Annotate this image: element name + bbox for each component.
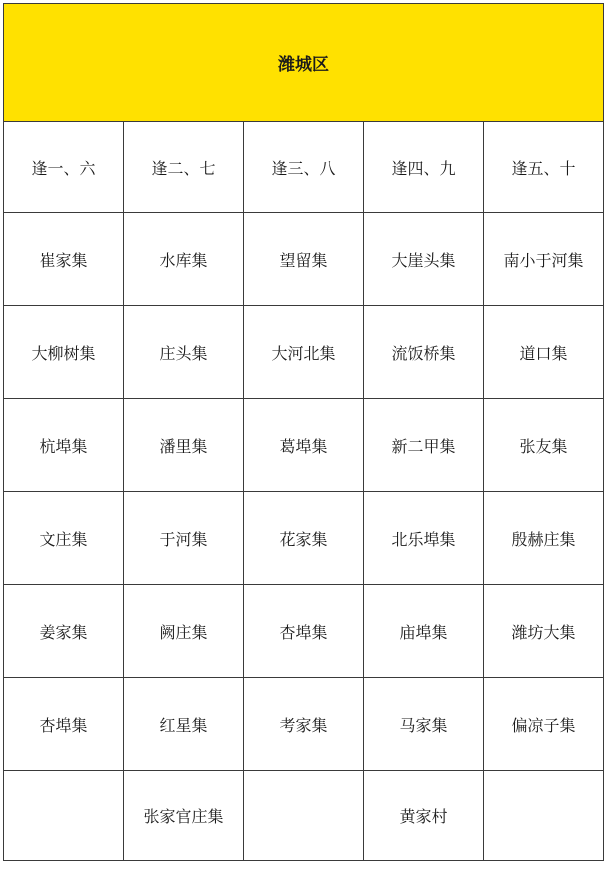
market-cell: 张友集	[484, 399, 604, 492]
table-row	[4, 585, 604, 678]
market-cell: 考家集	[244, 678, 364, 771]
market-cell	[244, 771, 364, 861]
market-cell: 文庄集	[4, 492, 124, 585]
market-cell: 杏埠集	[244, 585, 364, 678]
market-cell: 崔家集	[4, 213, 124, 306]
market-cell: 杏埠集	[4, 678, 124, 771]
table-row	[4, 306, 604, 399]
market-cell: 庙埠集	[364, 585, 484, 678]
market-cell: 红星集	[124, 678, 244, 771]
table-row	[4, 213, 604, 306]
market-cell	[484, 771, 604, 861]
market-cell: 殷赫庄集	[484, 492, 604, 585]
market-cell: 马家集	[364, 678, 484, 771]
market-cell: 姜家集	[4, 585, 124, 678]
market-cell: 水库集	[124, 213, 244, 306]
market-cell: 潘里集	[124, 399, 244, 492]
market-cell: 于河集	[124, 492, 244, 585]
header-cell: 逢一、六	[4, 122, 124, 213]
market-cell: 望留集	[244, 213, 364, 306]
market-cell: 南小于河集	[484, 213, 604, 306]
header-cell: 逢四、九	[364, 122, 484, 213]
header-row	[4, 122, 604, 213]
market-cell: 偏凉子集	[484, 678, 604, 771]
header-cell: 逢五、十	[484, 122, 604, 213]
market-cell: 大河北集	[244, 306, 364, 399]
market-cell: 阙庄集	[124, 585, 244, 678]
table-row	[4, 492, 604, 585]
market-cell: 北乐埠集	[364, 492, 484, 585]
market-cell: 道口集	[484, 306, 604, 399]
market-cell: 大柳树集	[4, 306, 124, 399]
market-cell: 张家官庄集	[124, 771, 244, 861]
table-row	[4, 399, 604, 492]
table-row	[4, 678, 604, 771]
market-cell: 流饭桥集	[364, 306, 484, 399]
market-cell: 庄头集	[124, 306, 244, 399]
market-cell: 黄家村	[364, 771, 484, 861]
market-cell: 葛埠集	[244, 399, 364, 492]
header-cell: 逢三、八	[244, 122, 364, 213]
market-cell: 大崖头集	[364, 213, 484, 306]
market-cell: 新二甲集	[364, 399, 484, 492]
title-row	[4, 4, 604, 122]
market-cell: 杭埠集	[4, 399, 124, 492]
market-cell: 潍坊大集	[484, 585, 604, 678]
market-cell	[4, 771, 124, 861]
header-cell: 逢二、七	[124, 122, 244, 213]
table-row	[4, 771, 604, 861]
district-title: 潍城区	[4, 4, 604, 122]
market-schedule-table	[3, 3, 604, 861]
market-cell: 花家集	[244, 492, 364, 585]
